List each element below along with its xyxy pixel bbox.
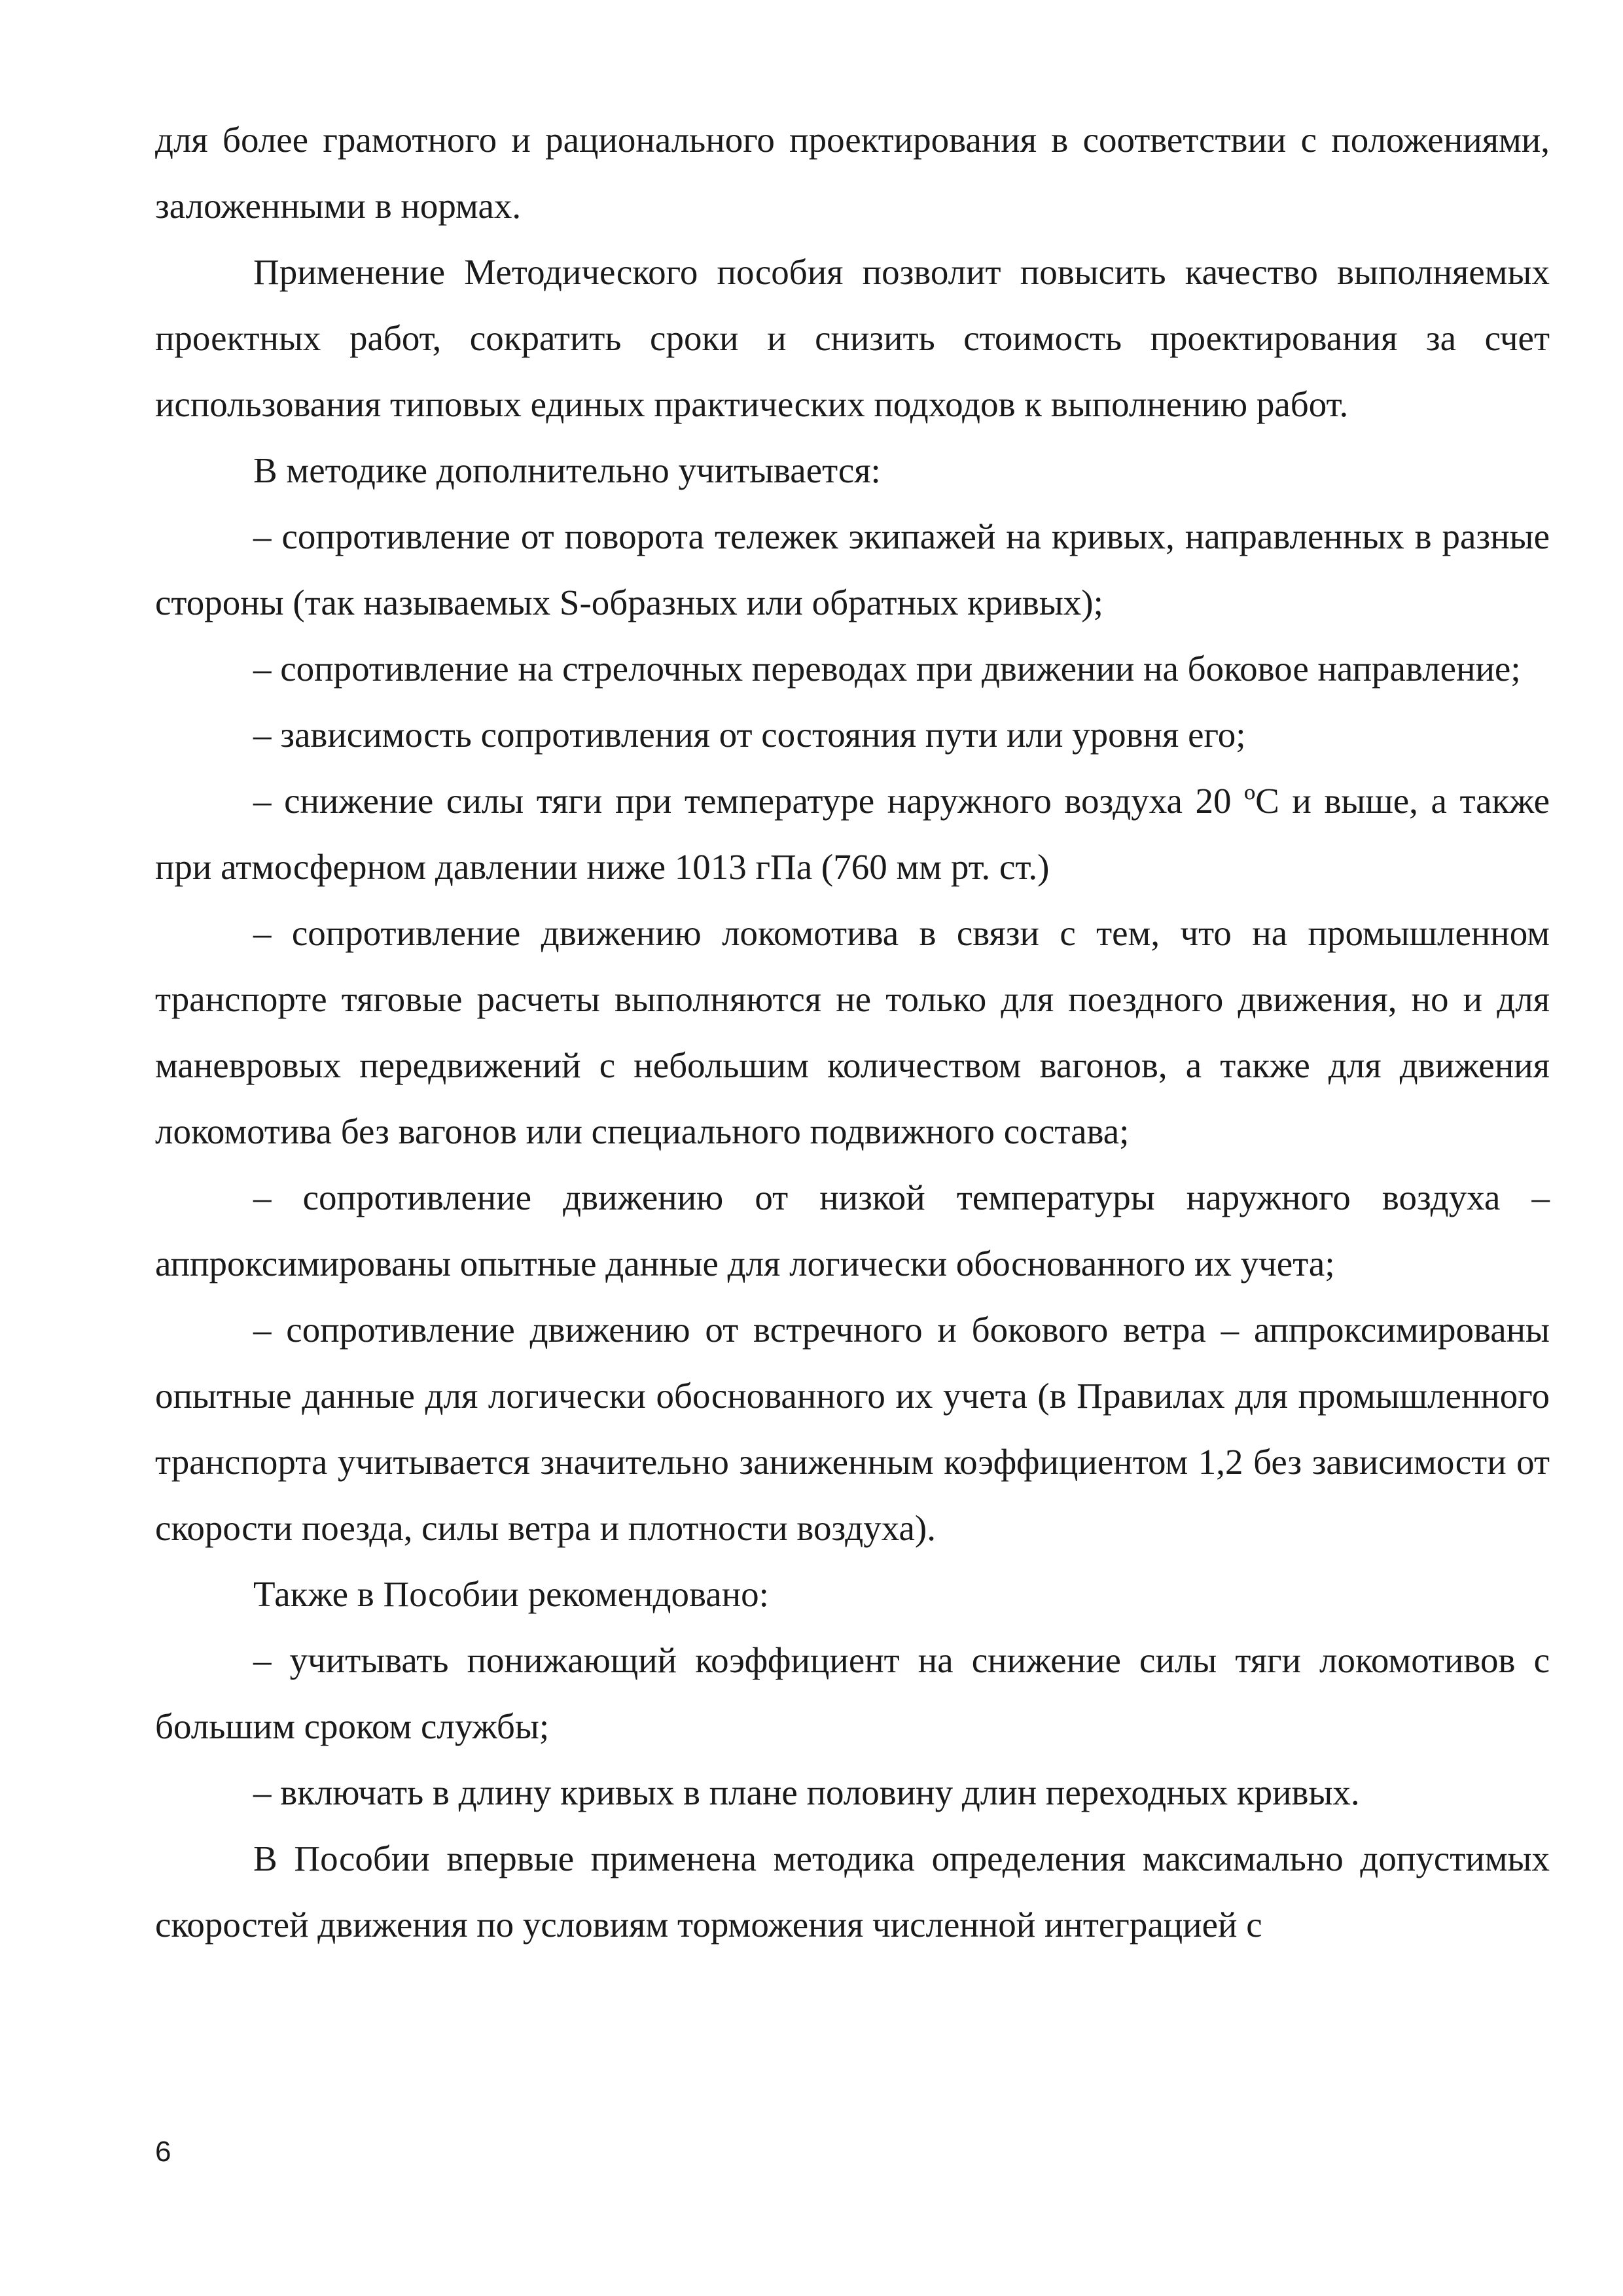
list-item-s-curves: – сопротивление от поворота тележек экипажей на кривых, направленных в разные стороны (так называемых S-образных или обратных кривых); (155, 516, 1550, 622)
paragraph-recommendations-intro: Также в Пособии рекомендовано: (253, 1574, 769, 1614)
paragraph-continuation: для более грамотного и рационального проектирования в соответствии с положениями, заложенными в нормах. (155, 120, 1550, 226)
list-item-track-condition: – зависимость сопротивления от состояния пути или уровня его; (253, 715, 1246, 755)
page-number: 6 (155, 2136, 171, 2168)
paragraph-additional-factors-intro: В методике дополнительно учитывается: (253, 450, 881, 490)
list-item-wind: – сопротивление движению от встречного и бокового ветра – аппроксимированы опытные данные для логически обоснованного их учета (в Правилах для промышленного транспорта учитывается значительно заниженным коэффициентом 1,2 без зависимости от скорости поезда, силы ветра и плотности воздуха). (155, 1310, 1550, 1548)
list-item-transition-curves: – включать в длину кривых в плане половину длин переходных кривых. (253, 1772, 1360, 1812)
list-item-low-temperature: – сопротивление движению от низкой температуры наружного воздуха – аппроксимированы опытные данные для логически обоснованного их учета; (155, 1177, 1550, 1283)
paragraph-braking-method: В Пособии впервые применена методика определения максимально допустимых скоростей движения по условиям торможения численной интеграцией с (155, 1839, 1550, 1945)
list-item-locomotive-resistance: – сопротивление движению локомотива в связи с тем, что на промышленном транспорте тяговые расчеты выполняются не только для поездного движения, но и для маневровых передвижений с небольшим количеством вагонов, а также для движения локомотива без вагонов или специального подвижного состава; (155, 913, 1550, 1151)
document-body (155, 107, 1550, 1958)
list-item-reduction-coefficient: – учитывать понижающий коэффициент на снижение силы тяги локомотивов с большим сроком службы; (155, 1640, 1550, 1746)
paragraph-methodical-guide: Применение Методического пособия позволит повысить качество выполняемых проектных работ, сократить сроки и снизить стоимость проектирования за счет использования типовых единых практических подходов к выполнению работ. (155, 252, 1550, 424)
list-item-temperature-pressure: – снижение силы тяги при температуре наружного воздуха 20 ºС и выше, а также при атмосферном давлении ниже 1013 гПа (760 мм рт. ст.) (155, 781, 1550, 887)
list-item-switches: – сопротивление на стрелочных переводах при движении на боковое направление; (253, 649, 1521, 689)
